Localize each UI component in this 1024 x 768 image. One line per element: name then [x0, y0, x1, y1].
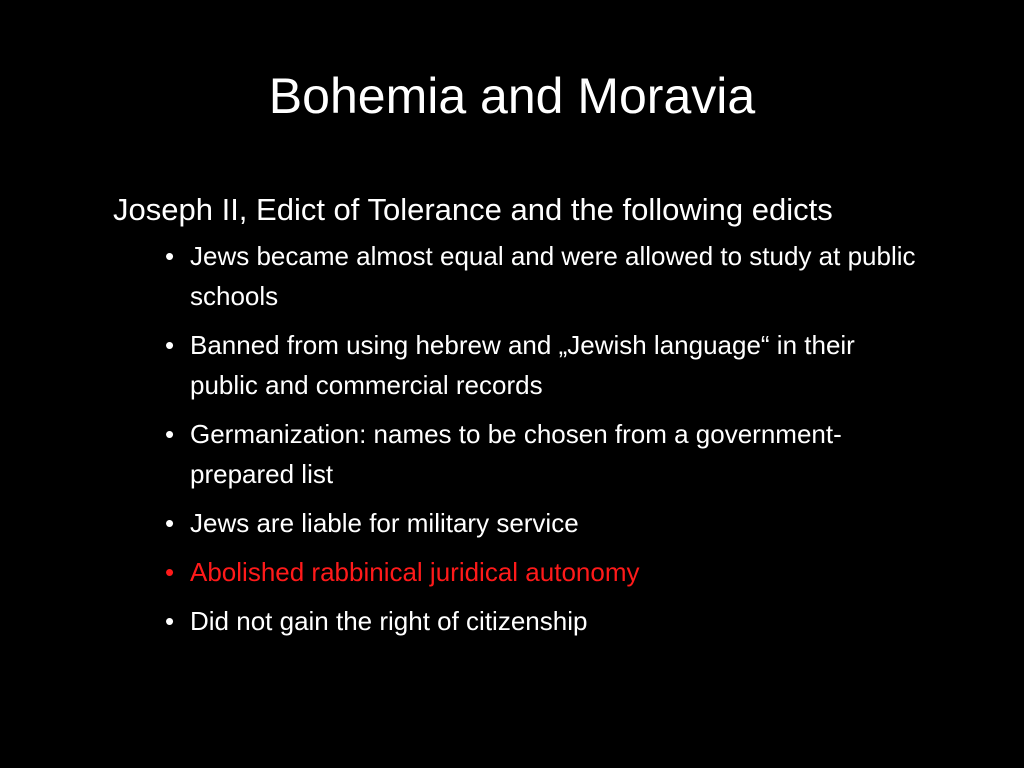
- bullet-text: Germanization: names to be chosen from a government-prepared list: [190, 419, 842, 489]
- slide-heading: Joseph II, Edict of Tolerance and the following edicts: [113, 192, 833, 227]
- bullet-text: Banned from using hebrew and „Jewish language“ in their public and commercial records: [190, 330, 855, 400]
- slide-title: Bohemia and Moravia: [268, 68, 756, 124]
- bullet-dot-icon: •: [165, 606, 175, 636]
- bullet-item: [165, 236, 920, 316]
- bullet-text: Jews are liable for military service: [190, 508, 579, 538]
- bullet-dot-icon: •: [165, 508, 175, 538]
- bullet-item: [165, 503, 920, 543]
- bullet-item: [165, 414, 920, 494]
- bullet-item-highlighted: [165, 552, 920, 592]
- bullet-dot-icon: •: [165, 330, 175, 360]
- bullet-dot-icon: •: [165, 419, 175, 449]
- bullet-item: [165, 601, 920, 641]
- bullet-item: [165, 325, 920, 405]
- bullet-dot-icon: •: [165, 241, 175, 271]
- slide-content: [113, 188, 973, 650]
- bullet-dot-icon: •: [165, 557, 175, 587]
- bullet-text: Jews became almost equal and were allowed to study at public schools: [190, 241, 916, 311]
- bullet-text: Did not gain the right of citizenship: [190, 606, 588, 636]
- bullet-text-highlighted: Abolished rabbinical juridical autonomy: [190, 557, 640, 587]
- bullet-list: [113, 236, 973, 641]
